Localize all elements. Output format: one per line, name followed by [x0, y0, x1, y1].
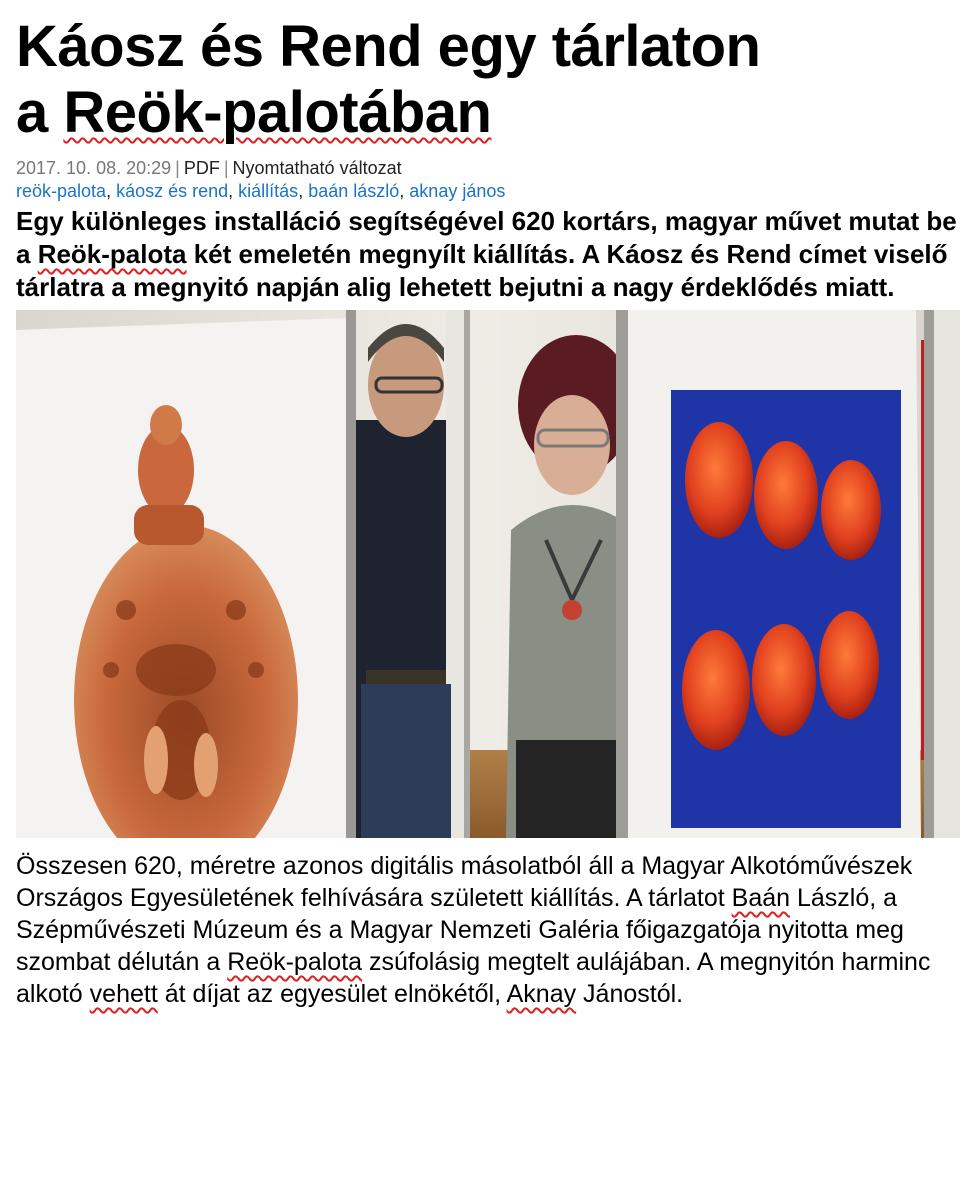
tag-link[interactable]: baán lászló: [308, 181, 400, 201]
title-line-2-word: Reök-palotában: [63, 80, 492, 145]
article: [16, 0, 960, 1010]
article-photo: [16, 310, 960, 838]
print-link[interactable]: Nyomtatható változat: [232, 158, 402, 178]
article-lead: [16, 205, 960, 304]
article-meta: [16, 156, 960, 180]
article-body: [16, 850, 960, 1010]
body-word-vehett: vehett: [89, 980, 158, 1008]
pdf-link[interactable]: PDF: [183, 158, 220, 178]
tag-list: reök-palota, káosz és rend, kiállítás, baán lászló, aknay jános: [16, 181, 506, 201]
title-line-1: Káosz és Rend egy tárlaton: [16, 14, 761, 79]
tag-link[interactable]: kiállítás: [238, 181, 299, 201]
exhibition-photo-illustration: [16, 310, 960, 838]
lead-text: Egy különleges installáció segítségével 620 kortárs, magyar művet mutat be a: [16, 206, 957, 269]
body-text: át díjat az egyesület elnökétől,: [157, 980, 507, 1008]
body-word-aknay: Aknay: [506, 980, 577, 1008]
tag-link[interactable]: aknay jános: [409, 181, 506, 201]
meta-separator: |: [175, 158, 180, 178]
body-text: zsúfolásig megtelt aulájában. A megnyitón harminc alkotó: [16, 948, 931, 1008]
tag-link[interactable]: káosz és rend: [116, 181, 229, 201]
right-artwork-panel: [616, 310, 921, 838]
article-title: [16, 0, 960, 146]
lead-text: két emeletén megnyílt kiállítás. A Káosz és Rend címet viselő tárlatra a megnyitó napján alig lehetett bejutni a nagy érdeklődés miatt.: [16, 239, 948, 302]
body-word-baan: Baán: [731, 884, 791, 912]
publish-date: 2017. 10. 08. 20:29: [16, 158, 172, 178]
title-line-2-prefix: a: [16, 80, 64, 145]
body-text: Összesen 620, méretre azonos digitális másolatból áll a Magyar Alkotóművészek Országos Egyesületének felhívására született kiállítás. A tárlatot: [16, 852, 913, 912]
left-artwork-panel: [16, 310, 356, 838]
lead-reok-word: Reök-palota: [37, 239, 187, 269]
meta-separator: |: [223, 158, 229, 178]
body-word-reok: Reök-palota: [227, 948, 363, 976]
tag-link[interactable]: reök-palota: [16, 181, 107, 201]
body-text: László, a Szépművészeti Múzeum és a Magyar Nemzeti Galéria főigazgatója nyitotta meg szombat délután a: [16, 884, 904, 976]
visitor-man: [356, 324, 451, 838]
body-text: Jánostól.: [576, 980, 684, 1008]
